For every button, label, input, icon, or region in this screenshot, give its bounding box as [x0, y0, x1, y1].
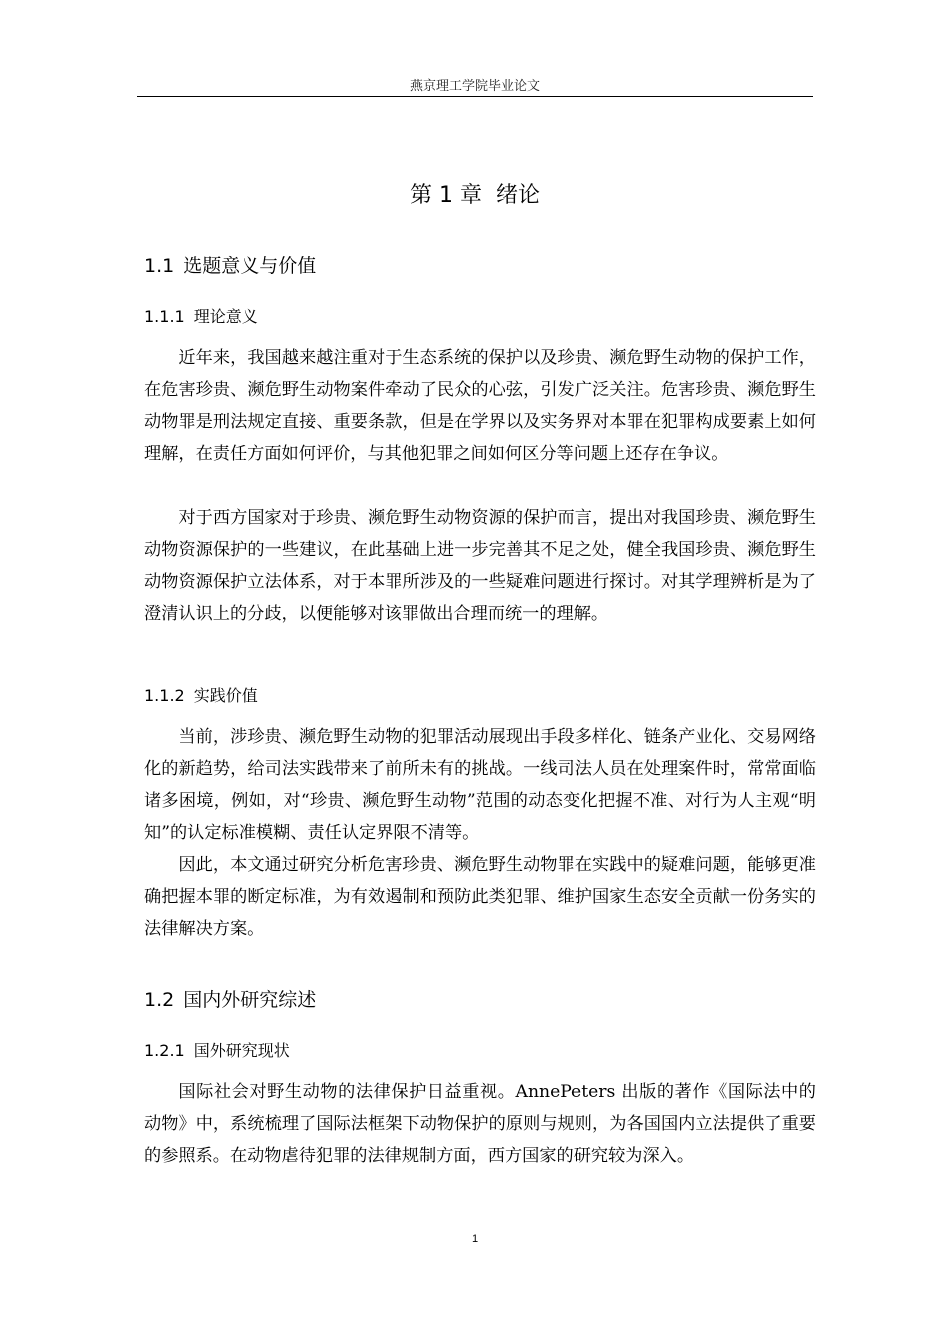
paragraph: 国际社会对野生动物的法律保护日益重视。AnnePeters 出版的著作《国际法中的动物》中，系统梳理了国际法框架下动物保护的原则与规则，为各国国内立法提供了重要的参照系。在动物虐待犯罪的法律规制方面，西方国家的研究较为深入。 — [144, 1082, 816, 1166]
subsection-number: 1.2.1 — [144, 1041, 185, 1060]
chapter-title: 第 1 章 绪论 — [410, 183, 540, 208]
subsection-heading-1-1-1 — [144, 305, 258, 329]
header-rule — [137, 96, 813, 97]
section-number: 1.2 — [144, 989, 175, 1011]
paragraph: 当前，涉珍贵、濒危野生动物的犯罪活动展现出手段多样化、链条产业化、交易网络化的新趋势，给司法实践带来了前所未有的挑战。一线司法人员在处理案件时，常常面临诸多困境，例如，对“珍贵、濒危野生动物”范围的动态变化把握不准、对行为人主观“明知”的认定标准模糊、责任认定界限不清等。 — [144, 727, 816, 843]
running-header: 燕京理工学院毕业论文 — [409, 79, 540, 94]
subsection-number: 1.1.2 — [144, 686, 185, 705]
paragraph: 对于西方国家对于珍贵、濒危野生动物资源的保护而言，提出对我国珍贵、濒危野生动物资源保护的一些建议，在此基础上进一步完善其不足之处，健全我国珍贵、濒危野生动物资源保护立法体系，对于本罪所涉及的一些疑难问题进行探讨。对其学理辨析是为了澄清认识上的分歧，以便能够对该罪做出合理而统一的理解。 — [144, 508, 816, 624]
subsection-heading-1-2-1 — [144, 1039, 290, 1063]
section-heading-1-2 — [144, 986, 316, 1014]
section-number: 1.1 — [144, 255, 175, 277]
subsection-title: 国外研究现状 — [193, 1041, 290, 1060]
subsection-title: 实践价值 — [193, 686, 258, 705]
subsection-title: 理论意义 — [193, 307, 258, 326]
paragraph: 近年来，我国越来越注重对于生态系统的保护以及珍贵、濒危野生动物的保护工作，在危害珍贵、濒危野生动物案件牵动了民众的心弦，引发广泛关注。危害珍贵、濒危野生动物罪是刑法规定直接、重要条款，但是在学界以及实务界对本罪在犯罪构成要素上如何理解，在责任方面如何评价，与其他犯罪之间如何区分等问题上还存在争议。 — [144, 348, 816, 464]
paragraph: 因此，本文通过研究分析危害珍贵、濒危野生动物罪在实践中的疑难问题，能够更准确把握本罪的断定标准，为有效遏制和预防此类犯罪、维护国家生态安全贡献一份务实的法律解决方案。 — [144, 855, 816, 939]
section-title: 选题意义与价值 — [183, 255, 317, 277]
subsection-heading-1-1-2 — [144, 684, 258, 708]
section-heading-1-1 — [144, 252, 316, 280]
subsection-number: 1.1.1 — [144, 307, 185, 326]
page-number: 1 — [471, 1233, 479, 1245]
section-title: 国内外研究综述 — [183, 989, 317, 1011]
